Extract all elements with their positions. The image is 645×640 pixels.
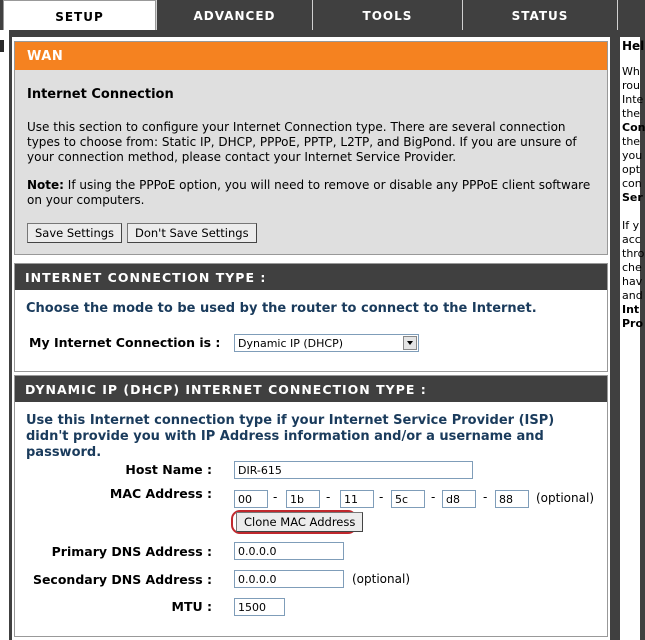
help-line: Pro (622, 317, 644, 330)
help-line: you (622, 149, 643, 162)
mac-octet-3-input[interactable]: 11 (340, 490, 374, 508)
help-line: and (622, 289, 643, 302)
dhcp-instruction: Use this Internet connection type if your Internet Service Provider (ISP) didn't provide you with IP Address information and/or a username and password. (26, 413, 555, 460)
left-sidebar-strip (0, 30, 9, 640)
help-line: acc (622, 233, 641, 246)
help-line: Wh (622, 65, 640, 78)
mac-octet-1-input[interactable]: 00 (234, 490, 268, 508)
tab-status[interactable]: STATUS (462, 0, 617, 30)
mac-octet-4-input[interactable]: 5c (391, 490, 425, 508)
main-content (12, 37, 610, 640)
mac-address-label: MAC Address : (109, 486, 212, 501)
sidebar-marker (0, 40, 4, 52)
tab-tools[interactable]: TOOLS (312, 0, 462, 30)
help-line: Ser (622, 191, 643, 204)
secondary-dns-optional-hint: (optional) (352, 572, 410, 586)
mtu-input[interactable]: 1500 (234, 598, 285, 616)
mtu-label: MTU : (171, 599, 212, 614)
dhcp-connection-panel (14, 375, 608, 637)
wan-description: Use this section to configure your Internet Connection type. There are several connection types to choose from: Static IP, DHCP, PPPoE, PPTP, L2TP, and BigPond. If you are unsure of your connection method, please contact your Internet Service Provider. (27, 120, 577, 164)
note-label: Note: (27, 178, 64, 192)
mac-separator: - (483, 490, 488, 504)
tab-advanced[interactable]: ADVANCED (156, 0, 312, 30)
internet-connection-subtitle: Internet Connection (27, 87, 174, 102)
help-panel (620, 37, 645, 640)
help-title: Hel (622, 39, 645, 53)
save-settings-button[interactable]: Save Settings (27, 223, 122, 243)
help-line: che (622, 261, 642, 274)
note-text: If using the PPPoE option, you will need to remove or disable any PPPoE client software on your computers. (27, 178, 591, 207)
wan-note (27, 178, 597, 208)
dont-save-settings-button[interactable]: Don't Save Settings (127, 223, 257, 243)
wan-title: WAN (15, 42, 607, 70)
host-name-input[interactable]: DIR-615 (234, 461, 473, 479)
help-line: Inte (622, 93, 644, 106)
connection-mode-label: My Internet Connection is : (29, 335, 221, 350)
mac-separator: - (326, 490, 331, 504)
mac-octet-2-input[interactable]: 1b (286, 490, 320, 508)
clone-mac-address-button[interactable]: Clone MAC Address (236, 512, 363, 532)
help-line: rou (622, 79, 640, 92)
mac-separator: - (273, 490, 278, 504)
tab-setup[interactable]: SETUP (3, 0, 156, 30)
top-navigation (0, 0, 640, 30)
help-line: con (622, 177, 642, 190)
help-line: the (622, 107, 641, 120)
host-name-label: Host Name : (125, 462, 212, 477)
primary-dns-label: Primary DNS Address : (51, 544, 212, 559)
mac-separator: - (431, 490, 436, 504)
mac-separator: - (379, 490, 384, 504)
help-line: Con (622, 121, 645, 134)
internet-connection-type-panel (14, 263, 608, 372)
help-line: thro (622, 247, 645, 260)
mac-octet-6-input[interactable]: 88 (495, 490, 529, 508)
internet-connection-type-header: INTERNET CONNECTION TYPE : (15, 264, 607, 290)
help-line: If y (622, 219, 640, 232)
connection-mode-value: Dynamic IP (DHCP) (238, 337, 344, 350)
secondary-dns-input[interactable]: 0.0.0.0 (234, 570, 344, 588)
wan-panel (14, 41, 608, 255)
mac-optional-hint: (optional) (536, 491, 594, 505)
help-line: opt (622, 163, 641, 176)
mac-octet-5-input[interactable]: d8 (442, 490, 476, 508)
dhcp-connection-header: DYNAMIC IP (DHCP) INTERNET CONNECTION TYPE : (15, 376, 607, 402)
help-line: the (622, 135, 641, 148)
help-line: Int (622, 303, 640, 316)
connection-mode-instruction: Choose the mode to be used by the router to connect to the Internet. (26, 301, 537, 316)
primary-dns-input[interactable]: 0.0.0.0 (234, 542, 344, 560)
tab-overflow (617, 0, 640, 30)
chevron-down-icon[interactable] (403, 336, 417, 350)
connection-mode-select[interactable] (234, 334, 419, 352)
help-line: hav (622, 275, 643, 288)
secondary-dns-label: Secondary DNS Address : (32, 572, 212, 587)
